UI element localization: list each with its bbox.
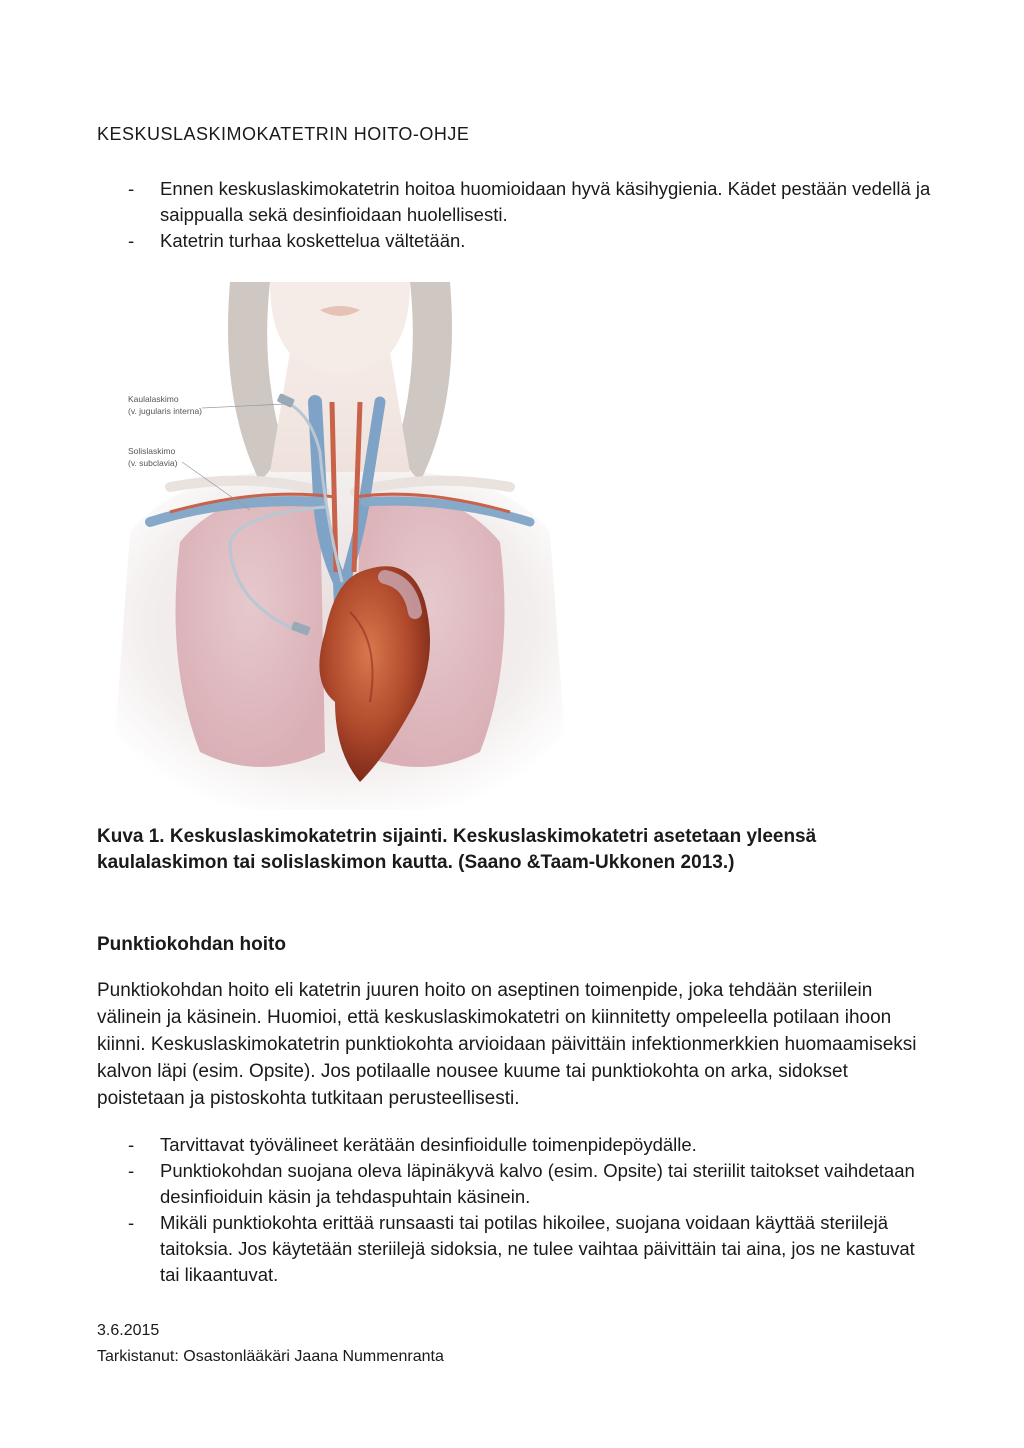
list-item: - Katetrin turhaa koskettelua vältetään. — [98, 228, 938, 254]
list-item: - Tarvittavat työvälineet kerätään desinfioidulle toimenpidepöydälle. — [98, 1132, 938, 1158]
list-item: - Ennen keskuslaskimokatetrin hoitoa huomioidaan hyvä käsihygienia. Kädet pestään vedellä ja saippualla sekä desinfioidaan huolellisesti. — [98, 176, 938, 228]
label-subclavian-name: Solislaskimo — [128, 446, 176, 456]
section-paragraph: Punktiokohdan hoito eli katetrin juuren hoito on aseptinen toimenpide, joka tehdään steriilein välinein ja käsinein. Huomioi, että keskuslaskimokatetri on kiinnitetty ompeleella potilaan ihoon kiinni. Keskuslaskimokatetrin punktiokohta arvioidaan päivittäin infektionmerkkien huomaamiseksi kalvon läpi (esim. Opsite). Jos potilaalle nousee kuume tai punktiokohta on arka, sidokset poistetaan ja pistoskohta tutkitaan perusteellisesti. — [97, 980, 917, 1109]
label-subclavian-latin: (v. subclavia) — [128, 458, 178, 468]
label-jugular-name: Kaulalaskimo — [128, 394, 179, 404]
label-jugular-latin: (v. jugularis interna) — [128, 406, 203, 416]
care-list — [98, 1132, 938, 1288]
footer — [97, 1318, 444, 1370]
figure-caption: Kuva 1. Keskuslaskimokatetrin sijainti. Keskuslaskimokatetri asetetaan yleensä kaulalaskimon tai solislaskimon kautta. (Saano &Taam-Ukkonen 2013.) — [97, 826, 817, 873]
footer-date: 3.6.2015 — [97, 1322, 160, 1339]
catheter-illustration — [110, 282, 570, 810]
list-item: - Mikäli punktiokohta erittää runsaasti tai potilas hikoilee, suojana voidaan käyttää steriilejä taitoksia. Jos käytetään steriilejä sidoksia, ne tulee vaihtaa päivittäin tai aina, jos ne kastuvat tai likaantuvat. — [98, 1210, 938, 1288]
list-item: - Punktiokohdan suojana oleva läpinäkyvä kalvo (esim. Opsite) tai steriilit taitokset vaihdetaan desinfioiduin käsin ja tehdaspuhtain käsinein. — [98, 1158, 938, 1210]
intro-list — [98, 176, 938, 254]
section-heading: Punktiokohdan hoito — [97, 934, 286, 955]
footer-reviewer: Tarkistanut: Osastonlääkäri Jaana Nummenranta — [97, 1348, 444, 1365]
page-title: KESKUSLASKIMOKATETRIN HOITO-OHJE — [97, 124, 470, 144]
